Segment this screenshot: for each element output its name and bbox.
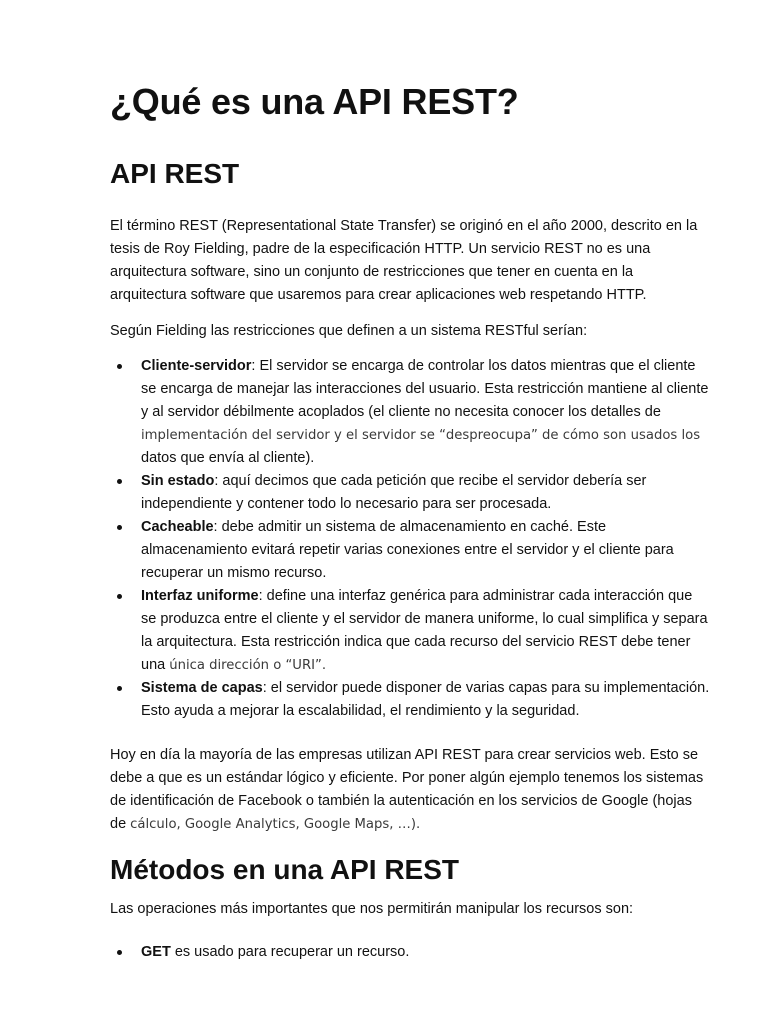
usage-paragraph — [110, 744, 710, 836]
list-item — [110, 677, 710, 723]
bullet-icon — [117, 364, 122, 369]
constraint-text: : debe admitir un sistema de almacenamiento en caché. Este almacenamiento evitará repetir varias conexiones entre el servidor y el cliente para recuperar un mismo recurso. — [141, 519, 674, 581]
constraint-term: Interfaz uniforme — [141, 588, 259, 604]
list-item — [110, 941, 710, 964]
constraints-list — [110, 355, 710, 723]
constraint-soft-text: única dirección o “URI”. — [169, 658, 327, 673]
list-item — [110, 585, 710, 677]
list-item — [110, 470, 710, 516]
constraints-intro-paragraph: Según Fielding las restricciones que definen a un sistema RESTful serían: — [110, 323, 588, 339]
list-item — [110, 355, 710, 470]
constraint-term: Cliente-servidor — [141, 358, 252, 374]
bullet-icon — [117, 686, 122, 691]
bullet-icon — [117, 479, 122, 484]
bullet-icon — [117, 594, 122, 599]
constraint-text: : aquí decimos que cada petición que recibe el servidor debería ser independiente y contener todo lo necesario para ser procesada. — [141, 473, 647, 512]
constraint-term: Cacheable — [141, 519, 214, 535]
constraint-text: : el servidor puede disponer de varias capas para su implementación. Esto ayuda a mejorar la escalabilidad, el rendimiento y la seguridad. — [141, 680, 710, 719]
method-text: es usado para recuperar un recurso. — [170, 944, 410, 960]
constraint-soft-text: implementación del servidor y el servidor se “despreocupa” de cómo son usados los — [141, 428, 701, 443]
section-heading-api-rest: API REST — [110, 158, 240, 189]
document-page — [110, 78, 710, 964]
bullet-icon — [117, 525, 122, 530]
constraint-text: : El servidor se encarga de controlar los datos mientras que el cliente se encarga de manejar las interacciones del usuario. Esta restricción mantiene al cliente y al servidor débilmente acoplados (el cliente no necesita conocer los detalles de — [141, 358, 709, 420]
constraint-text: : define una interfaz genérica para administrar cada interacción que se produzca entre el cliente y el servidor de manera uniforme, lo cual simplifica y separa la arquitectura. Esta restricción indica que cada recurso del servicio REST debe tener una — [141, 588, 708, 673]
usage-text: Hoy en día la mayoría de las empresas utilizan API REST para crear servicios web. Esto se debe a que es un estándar lógico y eficiente. Por poner algún ejemplo tenemos los sistemas de identificación de Facebook o también la autenticación en los servicios de Google (hojas de — [110, 747, 704, 832]
usage-soft-text: cálculo, Google Analytics, Google Maps, …). — [130, 817, 421, 832]
constraint-tail-text: datos que envía al cliente). — [141, 450, 315, 466]
method-term: GET — [141, 944, 171, 960]
intro-paragraph: El término REST (Representational State Transfer) se originó en el año 2000, descrito en la tesis de Roy Fielding, padre de la especificación HTTP. Un servicio REST no es una arquitectura software, sino un conjunto de restricciones que tener en cuenta en la arquitectura software que usaremos para crear aplicaciones web respetando HTTP. — [110, 218, 698, 303]
list-item — [110, 516, 710, 585]
bullet-icon — [117, 950, 122, 955]
constraint-term: Sin estado — [141, 473, 215, 489]
methods-list — [110, 941, 710, 964]
constraint-term: Sistema de capas — [141, 680, 263, 696]
methods-intro-paragraph: Las operaciones más importantes que nos permitirán manipular los recursos son: — [110, 901, 634, 917]
page-title: ¿Qué es una API REST? — [110, 81, 519, 122]
section-heading-methods: Métodos en una API REST — [110, 854, 459, 885]
